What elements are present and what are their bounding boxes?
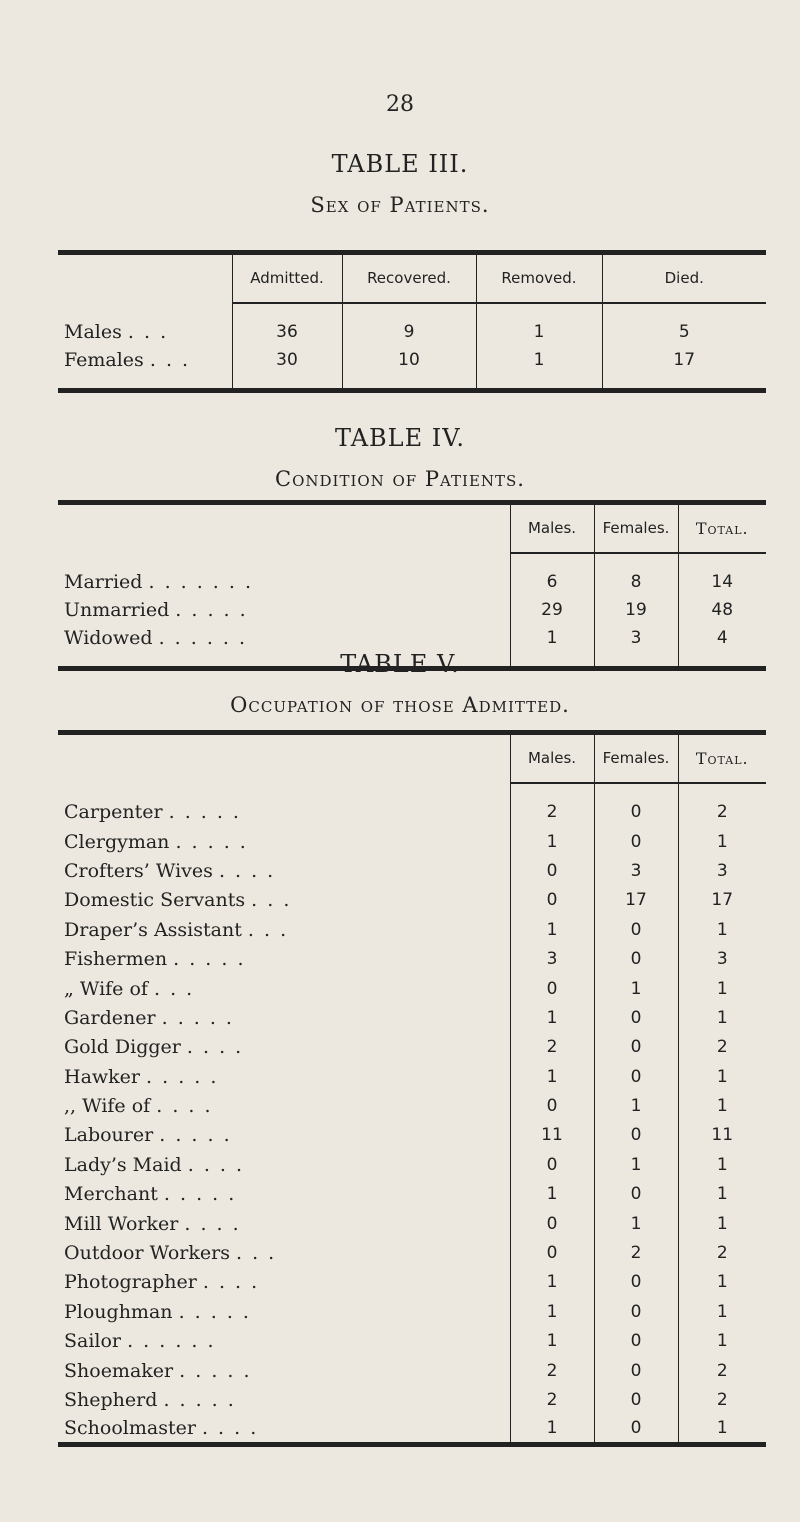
row-label	[58, 1415, 510, 1444]
leader-dots: . . . . . .	[127, 1330, 216, 1353]
leader-dots: . . . . . .	[158, 626, 248, 649]
cell-value: 2	[510, 1033, 594, 1062]
row-label	[58, 974, 510, 1003]
cell-value: 4	[678, 624, 766, 652]
leader-dots: . . . . .	[175, 830, 248, 853]
cell-value: 1	[678, 1150, 766, 1179]
cell-value: 1	[594, 1150, 678, 1179]
row-label	[58, 1003, 510, 1032]
cell-value: 0	[594, 944, 678, 973]
row-label	[58, 1238, 510, 1267]
table-row	[58, 974, 766, 1003]
leader-dots: . . .	[247, 918, 289, 941]
leader-dots: . . . . .	[146, 1065, 219, 1088]
cell-value: 3	[594, 856, 678, 885]
row-label	[58, 1121, 510, 1150]
row-label	[58, 944, 510, 973]
table4-condition-of-patients	[58, 500, 766, 671]
row-label-text: Unmarried	[64, 598, 170, 621]
cell-value: 1	[510, 1062, 594, 1091]
cell-value: 2	[678, 1356, 766, 1385]
cell-value: 1	[678, 1268, 766, 1297]
cell-value: 11	[510, 1121, 594, 1150]
table-row	[58, 1150, 766, 1179]
cell-value: 6	[510, 568, 594, 596]
cell-value: 9	[342, 318, 476, 346]
cell-value: 2	[510, 1356, 594, 1385]
row-label	[58, 798, 510, 827]
cell-value: 3	[678, 944, 766, 973]
table-row	[58, 1385, 766, 1414]
row-label-text: Carpenter	[64, 801, 163, 824]
row-label-text: Hawker	[64, 1065, 140, 1088]
table-row	[58, 1297, 766, 1326]
row-label-text: Schoolmaster	[64, 1417, 196, 1440]
leader-dots: . . . . .	[173, 948, 246, 971]
row-label-text: Males	[64, 320, 122, 343]
header-removed: Removed.	[476, 253, 602, 303]
header-males: Males.	[510, 503, 594, 553]
row-label-text: Married	[64, 570, 143, 593]
cell-value: 1	[678, 1209, 766, 1238]
table-row	[58, 1091, 766, 1120]
row-label-text: Mill Worker	[64, 1212, 179, 1235]
row-label	[58, 1356, 510, 1385]
table-row	[58, 346, 766, 374]
cell-value: 2	[594, 1238, 678, 1267]
header-total: Total.	[678, 733, 766, 783]
table4-title: TABLE IV.	[335, 424, 465, 452]
row-label	[58, 346, 232, 374]
cell-value: 1	[510, 1268, 594, 1297]
table-row	[58, 1238, 766, 1267]
cell-value: 2	[510, 798, 594, 827]
cell-value: 48	[678, 596, 766, 624]
row-label-text: Widowed	[64, 626, 153, 649]
cell-value: 0	[594, 915, 678, 944]
row-label-text: Females	[64, 348, 144, 371]
row-label-text: Photographer	[64, 1271, 197, 1294]
leader-dots: . . . .	[156, 1095, 213, 1118]
cell-value: 30	[232, 346, 342, 374]
header-females: Females.	[594, 733, 678, 783]
row-label	[58, 856, 510, 885]
leader-dots: . . . . .	[161, 1006, 234, 1029]
header-admitted: Admitted.	[232, 253, 342, 303]
cell-value: 11	[678, 1121, 766, 1150]
cell-value: 19	[594, 596, 678, 624]
row-label	[58, 1385, 510, 1414]
leader-dots: . . .	[251, 889, 292, 912]
cell-value: 0	[594, 1268, 678, 1297]
table-row	[58, 798, 766, 827]
cell-value: 36	[232, 318, 342, 346]
table-row	[58, 827, 766, 856]
cell-value: 3	[678, 856, 766, 885]
cell-value: 1	[678, 1327, 766, 1356]
leader-dots: . . . .	[187, 1153, 245, 1176]
leader-dots: . . . .	[218, 859, 276, 882]
table-row	[58, 1062, 766, 1091]
cell-value: 3	[594, 624, 678, 652]
row-label	[58, 886, 510, 915]
cell-value: 0	[594, 1003, 678, 1032]
row-label	[58, 1268, 510, 1297]
row-label	[58, 915, 510, 944]
cell-value: 1	[678, 1297, 766, 1326]
leader-dots: . . . . .	[163, 1183, 237, 1206]
row-label-text: Gold Digger	[64, 1036, 181, 1059]
cell-value: 0	[594, 1385, 678, 1414]
cell-value: 2	[678, 1033, 766, 1062]
cell-value: 0	[594, 1180, 678, 1209]
row-label	[58, 596, 510, 624]
cell-value: 3	[510, 944, 594, 973]
row-label-text: Shoemaker	[64, 1359, 174, 1382]
header-recovered: Recovered.	[342, 253, 476, 303]
cell-value: 1	[510, 1180, 594, 1209]
row-label	[58, 1150, 510, 1179]
cell-value: 0	[510, 1209, 594, 1238]
cell-value: 1	[678, 827, 766, 856]
row-label-text: Fishermen	[64, 948, 168, 971]
table5-occupation-of-admitted	[58, 730, 766, 1447]
table5-subtitle: Occupation of those Admitted.	[230, 693, 570, 717]
leader-dots: . . . . .	[175, 598, 248, 621]
row-label	[58, 318, 232, 346]
table5-title: TABLE V.	[340, 650, 460, 678]
table-row	[58, 886, 766, 915]
cell-value: 1	[678, 1062, 766, 1091]
leader-dots: . . .	[127, 320, 169, 343]
row-label	[58, 568, 510, 596]
table-row	[58, 568, 766, 596]
row-label-text: Outdoor Workers	[64, 1242, 230, 1265]
row-label	[58, 827, 510, 856]
cell-value: 0	[594, 1121, 678, 1150]
cell-value: 0	[510, 856, 594, 885]
row-label-text: Merchant	[64, 1183, 158, 1206]
row-label-text: Sailor	[64, 1330, 122, 1353]
row-label-text: Clergyman	[64, 830, 170, 853]
table-row	[58, 1327, 766, 1356]
table-row	[58, 318, 766, 346]
cell-value: 10	[342, 346, 476, 374]
table-row	[58, 1268, 766, 1297]
cell-value: 0	[594, 1415, 678, 1444]
row-label-text: Shepherd	[64, 1389, 158, 1411]
cell-value: 1	[476, 318, 602, 346]
table-row	[58, 944, 766, 973]
cell-value: 1	[594, 1091, 678, 1120]
table-row	[58, 1356, 766, 1385]
row-label	[58, 1209, 510, 1238]
row-label	[58, 1297, 510, 1326]
table-row	[58, 1033, 766, 1062]
cell-value: 2	[510, 1385, 594, 1414]
leader-dots: . . . .	[184, 1212, 241, 1235]
cell-value: 1	[678, 1415, 766, 1444]
cell-value: 0	[510, 886, 594, 915]
row-label	[58, 624, 510, 652]
row-label-text: ,, Wife of	[64, 1095, 151, 1118]
row-label-text: Labourer	[64, 1124, 154, 1147]
table4-subtitle: Condition of Patients.	[275, 467, 525, 491]
cell-value: 0	[594, 1033, 678, 1062]
row-label	[58, 1062, 510, 1091]
cell-value: 14	[678, 568, 766, 596]
cell-value: 0	[594, 798, 678, 827]
cell-value: 8	[594, 568, 678, 596]
table-row	[58, 856, 766, 885]
cell-value: 5	[602, 318, 766, 346]
cell-value: 0	[510, 1091, 594, 1120]
table-row	[58, 1003, 766, 1032]
table3-sex-of-patients	[58, 250, 766, 393]
row-label-text: Ploughman	[64, 1300, 173, 1323]
cell-value: 2	[678, 798, 766, 827]
leader-dots: . . .	[236, 1242, 277, 1265]
cell-value: 1	[510, 1415, 594, 1444]
cell-value: 1	[678, 1091, 766, 1120]
cell-value: 1	[678, 974, 766, 1003]
cell-value: 0	[510, 1238, 594, 1267]
cell-value: 1	[510, 1297, 594, 1326]
leader-dots: . . . .	[186, 1036, 244, 1059]
cell-value: 1	[510, 827, 594, 856]
cell-value: 0	[510, 1150, 594, 1179]
table-row	[58, 1415, 766, 1444]
leader-dots: . . .	[154, 977, 195, 1000]
cell-value: 1	[476, 346, 602, 374]
table-row	[58, 1180, 766, 1209]
cell-value: 1	[510, 1327, 594, 1356]
cell-value: 17	[678, 886, 766, 915]
cell-value: 1	[510, 624, 594, 652]
cell-value: 29	[510, 596, 594, 624]
leader-dots: . . . . .	[179, 1359, 252, 1382]
header-females: Females.	[594, 503, 678, 553]
cell-value: 1	[678, 1180, 766, 1209]
cell-value: 1	[510, 915, 594, 944]
cell-value: 1	[510, 1003, 594, 1032]
leader-dots: . . . .	[202, 1271, 260, 1294]
leader-dots: . . . . .	[178, 1300, 251, 1323]
row-label-text: Domestic Servants	[64, 889, 246, 912]
row-label-text: „ Wife of	[64, 977, 148, 1000]
cell-value: 2	[678, 1385, 766, 1414]
cell-value: 0	[510, 974, 594, 1003]
cell-value: 17	[602, 346, 766, 374]
row-label-text: Crofters’ Wives	[64, 859, 213, 882]
row-label-text: Lady’s Maid	[64, 1153, 182, 1176]
page-number: 28	[386, 92, 414, 117]
leader-dots: . . . .	[201, 1417, 259, 1440]
table3-subtitle: Sex of Patients.	[310, 193, 490, 217]
row-label	[58, 1033, 510, 1062]
row-label-text: Gardener	[64, 1006, 156, 1029]
leader-dots: . . . . .	[168, 801, 241, 824]
leader-dots: . . .	[149, 348, 191, 371]
row-label	[58, 1180, 510, 1209]
cell-value: 1	[594, 1209, 678, 1238]
row-label-text: Draper’s Assistant	[64, 918, 242, 941]
table3-title: TABLE III.	[331, 150, 469, 178]
cell-value: 1	[594, 974, 678, 1003]
row-label	[58, 1091, 510, 1120]
table-row	[58, 624, 766, 652]
cell-value: 0	[594, 1062, 678, 1091]
header-males: Males.	[510, 733, 594, 783]
leader-dots: . . . . . . .	[148, 570, 253, 593]
table-row	[58, 915, 766, 944]
table-row	[58, 1121, 766, 1150]
cell-value: 17	[594, 886, 678, 915]
row-label	[58, 1327, 510, 1356]
cell-value: 0	[594, 827, 678, 856]
header-died: Died.	[602, 253, 766, 303]
table-row	[58, 596, 766, 624]
cell-value: 2	[678, 1238, 766, 1267]
cell-value: 0	[594, 1297, 678, 1326]
header-total: Total.	[678, 503, 766, 553]
table-row	[58, 1209, 766, 1238]
cell-value: 1	[678, 1003, 766, 1032]
leader-dots: . . . . .	[163, 1389, 236, 1411]
cell-value: 0	[594, 1327, 678, 1356]
cell-value: 1	[678, 915, 766, 944]
leader-dots: . . . . .	[159, 1124, 232, 1147]
cell-value: 0	[594, 1356, 678, 1385]
